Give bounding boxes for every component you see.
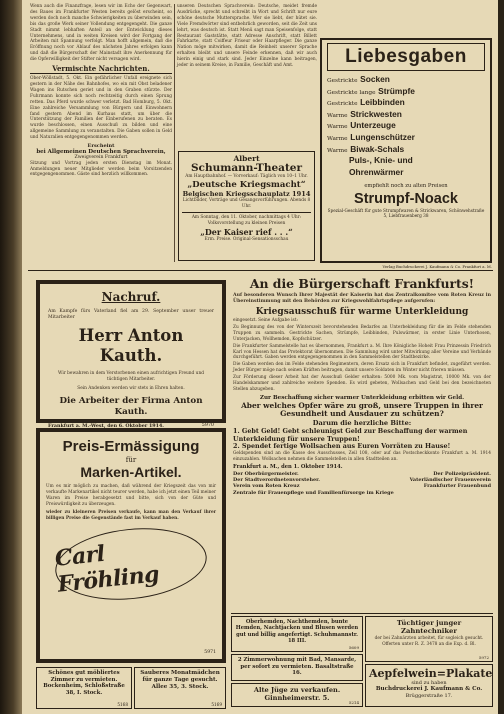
froehling-logo [52,522,210,608]
bottom-ad-5 [365,664,493,707]
liebesgaben-firm: Strumpf-Noack [354,191,458,208]
preis-ad [36,428,226,663]
liebesgaben-item-goods: Socken [360,74,390,84]
liebesgaben-title: Liebesgaben [345,46,467,67]
small-ad-2-number: 5169 [211,702,222,707]
signature-right [410,471,491,496]
right-article-body-1: Zu Beginnung des von der Winterszeit bevorstehenden Bedarfes an Unterbekleidung für die im Felde stehenden Truppen zu sammeln. Gestrickte Sachen, Strümpfe, Leibbinden, Pulswärmer, in erster Linie Unterhosen, Unterjacken, Wollhemden, Kopfschützer. [233,324,491,342]
bottom-rule [231,613,493,614]
right-article-body-4: Zur Förderung dieser Arbeit hat der Ausschuß Gelder erhalten: 5000 Mk. vom Magistrat, 10000 Mk. von der Handelskammer und zahlreiche weitere Spenden. Es wird gebeten, Wollsachen und Geld bei den bezeichneten Stellen abzugeben. [233,375,491,392]
nachruf-intro: Am Kampfe fürs Vaterland fiel am 29. September unser treuer Mitarbeiter [48,309,214,320]
theater-line-4: „Deutsche Kriegsmacht“ [187,179,306,190]
right-article-call-2: Aber welches Opfer wäre zu groß, unsere Truppen in ihrer Gesundheit und Ausdauer zu schützen? [241,400,483,419]
liebesgaben-item-prefix: Warme [327,112,348,119]
liebesgaben-item [327,87,485,99]
theater-line-9: Erm. Preise. Original-Sensationsschau [204,236,289,242]
liebesgaben-list [327,75,485,179]
bottom-ad-1 [231,616,363,652]
right-article-ask-2: 2. Spendet fertige Wollsachen aus Euren Vorräten zu Hause! [233,442,451,451]
bottom-ad-1-text: Oberhemden, Nachthemden, bunte Hemden, Nachtjacken und Blusen werden gut und billig angefertigt. Schuhmannstr. 18 III. [235,619,359,644]
theater-line-1: Albert [233,154,260,163]
nachruf-memorial: Sein Andenken werden wir stets in Ehren halten. [77,385,185,391]
bottom-ad-1-number: 5609 [348,645,359,650]
nachruf-title: Nachruf. [101,290,161,304]
liebesgaben-item-goods: Puls-, Knie- und [349,155,413,166]
bottom-ad-5-title: Aepfelwein=Plakate [369,667,493,680]
bottom-ad-4-text: der bei Zahnärzten arbeitet, für sogleich gesucht. Offerten unter R. Z. 3478 an die Exp. d. Bl. [374,636,484,647]
theater-line-7: Am Sonntag, den 11. Oktober, nachmittags 4 Uhr: Volksvorstellung zu kleinen Preisen [191,214,302,226]
signature-line: Verein vom Roten Kreuz [233,483,300,490]
right-article-call-1: Zur Beschaffung sicher warmer Unterkleidung erbitten wir Geld. [259,394,465,401]
small-ad-1-text: Schönes gut möbliertes Zimmer zu vermieten. Bockenheim, Schloßstraße 38, I. Stock. [43,670,125,696]
signature-line: Der Polizeipräsident. [433,471,491,478]
liebesgaben-item-goods: Unterzeuge [350,120,396,131]
left-column [30,4,172,262]
froehling-logo-text: Carl Fröhling [53,541,161,599]
preis-text-2: wieder zu kleineren Preisen verkaufe, kann man den Verkauf ihrer billigen Preise die Gegenstände fast im Verkauf haben. [46,509,216,521]
small-ad-1 [36,667,132,709]
signature-line: Zentrale für Frauenpflege und Familienfürsorge im Kriege [233,489,394,496]
section-title: Vermischte Nachrichten. [30,65,172,74]
nachruf-name: Herr Anton Kauth. [78,325,184,365]
middle-intro-text: unseren Deutschen Sprachverein: Deutsche, meidet fremde Ausdrücke, sprecht und schreibt in Wort und Schrift nur eure schöne deutsche Muttersprache. Wer sie liebt, der hütet sie. Viele Fremdwörter sind entbehrlich geworden, seit die Zeit uns lehrt, was deutsch ist. Statt Menü sagt man Speisenfolge, statt Restaurant Gaststätte, statt Adresse Anschrift, statt Billett Fahrkarte, statt Coiffeur Friseur oder Haarpfleger. Die ganze Nation möge mitwirken, damit die Reinheit unserer Sprache erhalten bleibt und unsere Feinde erkennen, daß wir auch hierin einig und stark sind. Jeder Einzelne kann beitragen, jeder in seinem Kreise, in Familie, Geschäft und Amt. [177,4,317,69]
nachruf-ad [36,280,226,429]
signature-line: Frankfurter Frauenbund [423,483,491,490]
liebesgaben-footer: Verlag Buchdruckerei J. Kaufmann & Co. Frankfurt a. M. [382,264,492,269]
right-article-call-3: Darum die herzliche Bitte: [312,419,412,428]
liebesgaben-item-prefix: Gestrickte lange [327,89,376,96]
right-article-ask-1: 1. Gebt Geld! Gebt schleunigst Geld zur Beschaffung der warmen Unterkleidung für unsere Truppen! [233,427,468,443]
bottom-ad-5-text: sind zu haben [411,680,447,686]
liebesgaben-item-goods: Leibbinden [360,97,405,108]
bottom-ad-3-number: 5214 [348,700,359,705]
liebesgaben-tagline: empfiehlt noch zu alten Preisen [364,183,448,190]
preis-title: Preis-Ermässigung [62,438,200,455]
right-article-body-2: Die Frankfurter Sammelstelle hat es übernommen, Frankfurt a. M. Ihre Königliche Hoheit Frau Prinzessin Friedrich Karl von Hessen hat das Protektorat übernommen. Die Sammlung wird unter Mitwirkung aller Vereine und Verbände durchgeführt. Gaben werden entgegengenommen in den Sammelstellen der Stadtbezirke. [233,343,491,361]
theater-line-6: Lichtbilder, Vorträge und Gesangsvorführungen. Abends 8 Uhr. [182,197,311,209]
right-article-lead: Auf besonderen Wunsch Ihrer Majestät der Kaiserin hat das Zentralkomitee vom Roten Kreuz in Übereinstimmung mit den Behörden zur Kriegswohlfahrtspflege aufgerufen: [233,293,491,304]
right-article-ask-text: Geldspenden sind an die Kasse des Ausschusses, Zeil 108, oder auf das Postscheckkonto Frankfurt a. M. 1914 einzuzahlen. Wollsachen nehmen die Sammelstellen in allen Stadtteilen an. [233,450,491,462]
bottom-ad-5-firm: Buchdruckerei J. Kaufmann & Co. [375,686,483,692]
preis-text: Um es mir möglich zu machen, daß während der Kriegszeit das von mir verkaufte Markenartikel nicht teurer werden, habe ich jetzt einen Teil meiner Waren im Preise herabgesetzt und bitte, sich von der Güte und Preiswürdigkeit zu überzeugen. [46,484,217,507]
column-rule [174,4,175,262]
liebesgaben-item-goods: Biwak-Schals [350,143,405,154]
signature-left [233,471,394,496]
right-article-title: An die Bürgerschaft Frankfurts! [249,276,475,291]
right-article-body-3: Die Gaben werden den im Felde stehenden Regimentern, deren Ersatz sich in Frankfurt befindet, zugeführt werden. Jeder Bürger möge nach seinen Kräften beitragen, damit unsere Soldaten im Winter nicht frieren müssen. [233,362,491,374]
section-text: Ober-Wöllstadt, 5. Okt. Ein gefährlicher Unfall ereignete sich gestern in der Nähe des Bahnhofes, wo ein mit Obst beladener Wagen ins Rutschen geriet und in den Graben stürzte. Der Fuhrmann konnte sich noch rechtzeitig durch einen Sprung retten. Das Pferd wurde schwer verletzt. Bad Homburg, 5. Okt. Eine zahlreiche Versammlung von Bürgern und Einwohnern fand gestern Abend im Kurhaus statt, um über die Unterstützung der Familien der Einberufenen zu beraten. Es wurde beschlossen, einen Ausschuß zu bilden und eine allgemeine Sammlung zu veranstalten. Die Gaben sollen in Geld und Naturalien entgegengenommen werden. [30,76,172,141]
preis-subtitle-2: Marken-Artikel. [80,464,182,480]
theater-ad [178,151,315,261]
small-ad-2-text: Sauberes Monatmädchen für ganze Tage gesucht. Allee 35, 3. Stock. [140,670,220,690]
small-ad-1-number: 5168 [117,702,128,707]
publisher-text: Sitzung und Vortrag jeden ersten Dienstag im Monat. Anmeldungen neuer Mitglieder werden beim Vorsitzenden entgegengenommen. Gäste sind herzlich willkommen. [30,160,172,178]
bottom-ad-4-title: Tüchtiger junger Zahntechniker [396,619,462,635]
nachruf-text: Wir bewahren in dem Verstorbenen einen aufrichtigen Freund und tüchtigen Mitarbeiter. [58,370,204,382]
publisher-line-1: Erscheint [87,143,115,150]
liebesgaben-item-prefix: Gestrickte [327,101,358,108]
small-ad-2 [134,667,226,709]
publisher-line-2: bei Allgemeinen Deutschen Sprachverein, [36,149,166,156]
liebesgaben-item-prefix: Gestrickte [327,78,358,84]
liebesgaben-item-goods: Ohrenwärmer [349,166,404,177]
publisher-line-3: Zweigverein Frankfurt [74,155,128,161]
bottom-ad-4-number: 5972 [478,655,489,660]
liebesgaben-ad [320,38,492,263]
preis-number: 5971 [204,650,216,655]
newspaper-page [22,0,498,714]
theater-line-5: Belgischen Kriegsschauplatz 1914 [182,189,311,198]
bottom-ad-3 [231,683,363,707]
signature-line: Vaterländischer Frauenverein [409,477,491,484]
right-article [231,276,493,669]
theater-line-8: „Der Kaiser rief . . .“ [200,226,293,237]
signature-line: Der Stadtverordnetenvorsteher. [233,477,320,484]
liebesgaben-item-prefix: Warme [327,147,348,154]
bottom-ad-2-text: 2 Zimmerwohnung mit Bad, Mansarde, per sofort zu vermieten. Basaltstraße 16. [237,657,357,677]
preis-subtitle: für [125,456,137,464]
liebesgaben-address: Spezial-Geschäft für gute Strumpfwaren & Strickwaren, Schönwehstraße 5, Liebfrauenberg 38 [327,208,485,219]
right-article-city: Frankfurt a. M., den 1. Oktober 1914. [233,463,343,470]
bottom-ad-5-address: Brüggerstraße 17. [405,693,453,699]
nachruf-signature: Die Arbeiter der Firma Anton Kauth. [59,395,203,417]
bottom-ad-4 [365,616,493,662]
liebesgaben-item-prefix: Warme [327,124,348,131]
liebesgaben-item-prefix: Warme [327,135,348,142]
section-rule [28,270,493,271]
right-article-heading: Kriegsausschuß für warme Unterkleidung [255,307,469,317]
nachruf-place-date: Frankfurt a. M.-West, den 6. Oktober 1914. [48,422,164,429]
liebesgaben-item-goods: Strümpfe [378,85,415,96]
left-intro-text: Wenn auch die Finanzfrage, lesen wir im Echo der Gegenwart, des Baues im Frankfurter Westen bereits gelöst erscheint, so werden doch noch manche Schwierigkeiten zu überwinden sein, bis das große Werk seiner Vollendung entgegengeht. Die ganze Stadt nimmt lebhaften Anteil an der Entwicklung dieses Unternehmens, und in weiten Kreisen wird der Fortgang der Arbeiten mit Spannung verfolgt. Man hofft allgemein, daß die Eröffnung noch vor Ablauf des nächsten Jahres erfolgen kann und daß die Bürgerschaft der Mainstadt ihre Anerkennung für die Opferwilligkeit der Stifter nicht versagen wird. [30,4,172,63]
bottom-ad-3-text: Alte Jüge zu verkaufen. Ginnheimerstr. 5. [253,686,341,702]
bottom-ad-2 [231,654,363,681]
nachruf-number: 5970 [201,422,214,428]
right-article-sub: eingesetzt. Seine Aufgabe ist: [233,318,298,323]
book-spine [0,0,22,714]
theater-line-2: Schumann-Theater [190,162,303,174]
theater-line-3: Am Hauptbahnhof. — Vorverkauf: Täglich von 10–1 Uhr. [185,174,308,179]
liebesgaben-item [327,168,485,180]
liebesgaben-item-goods: Strickwesten [350,108,402,119]
middle-column [177,4,317,262]
signature-line: Der Oberbürgermeister. [233,471,299,478]
liebesgaben-item-goods: Lungenschützer [350,131,415,142]
